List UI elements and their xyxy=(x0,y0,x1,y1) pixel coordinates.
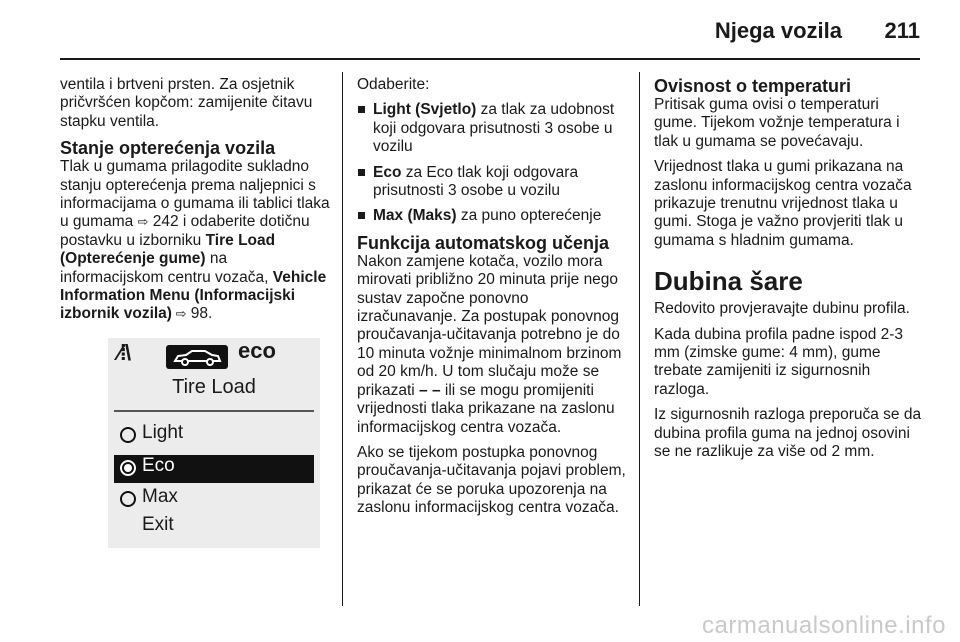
header-rule xyxy=(60,58,920,60)
column-2 xyxy=(357,76,627,525)
column-3 xyxy=(654,76,924,469)
tread-paragraph-2: Kada dubina profila padne ispod 2-3 mm (zimske gume: 4 mm), gume trebate zamijeniti iz sigurnosnih razloga. xyxy=(654,325,904,398)
heading-load-state: Stanje opterećenja vozila xyxy=(60,138,276,159)
option-eco[interactable] xyxy=(114,455,314,483)
tread-paragraph-1: Redovito provjeravajte dubinu profila. xyxy=(654,300,910,318)
option-name: Light (Svjetlo) xyxy=(373,101,477,119)
option-light[interactable] xyxy=(114,422,314,450)
tire-load-display-figure xyxy=(108,338,320,548)
road-lines-icon: ⁄⁞\ xyxy=(118,339,130,365)
menu-tire-load: Tire Load (Opterećenje gume) xyxy=(60,231,276,268)
section-title: Njega vozila xyxy=(714,18,842,43)
option-description: za Eco tlak koji odgovara prisutnosti 3 osobe u vozilu xyxy=(373,163,579,200)
car-icon xyxy=(166,345,228,369)
bullet-square-icon xyxy=(358,106,365,113)
display-title: Tire Load xyxy=(172,375,256,398)
display-status-bar xyxy=(116,337,312,374)
dash-indicator: – – xyxy=(419,381,441,399)
column-divider-1 xyxy=(342,72,343,606)
radio-selected-icon xyxy=(120,460,136,476)
page-header xyxy=(0,0,960,62)
option-name: Max (Maks) xyxy=(373,207,457,225)
heading-tread-depth: Dubina šare xyxy=(654,266,803,297)
column-1 xyxy=(60,76,332,548)
list-item xyxy=(357,164,627,201)
option-exit[interactable]: Exit xyxy=(142,513,174,535)
load-text-b: na informacijskom centru vozača, xyxy=(60,250,273,286)
auto-learning-paragraph-1 xyxy=(357,253,627,437)
option-description: za tlak za udobnost koji odgovara prisutnosti 3 osobe u vozilu xyxy=(373,101,615,156)
temperature-paragraph-1: Pritisak guma ovisi o temperaturi gume. Tijekom vožnje temperatura i tlak u gumama se povećavaju. xyxy=(654,96,900,150)
intro-paragraph: ventila i brtveni prsten. Za osjetnik pričvršćen kopčom: zamijenite čitavu stapku ventila. xyxy=(60,76,313,130)
auto-text-a: Nakon zamjene kotača, vozilo mora mirovati približno 20 minuta prije nego sustav započne ponovno izračunavanje. Za postupak ponovnog proučavanja-učitavanja potrebno je do 10 minuta vožnje minimalnom brzinom od 20 km/h. U tom slučaju može se prikazati xyxy=(357,252,622,399)
list-item xyxy=(357,101,627,156)
option-label: Light xyxy=(142,421,184,443)
menu-vehicle-information: Vehicle Information Menu (Informacijski izbornik vozila) xyxy=(60,268,327,323)
load-state-paragraph xyxy=(60,158,332,324)
load-text-a: Tlak u gumama prilagodite sukladno stanju opterećenja prema naljepnici s informacijama o gumama ili tablici tlaka u gumama xyxy=(60,158,330,231)
heading-auto-learning: Funkcija automatskog učenja xyxy=(357,232,610,253)
watermark: carmanualsonline.info xyxy=(702,612,946,639)
bullet-square-icon xyxy=(358,212,365,219)
auto-text-b: ili se mogu promijeniti vrijednosti tlaka prikazane na zaslonu informacijskog centra vozača. xyxy=(357,381,615,436)
column-divider-2 xyxy=(639,72,640,606)
option-name: Eco xyxy=(373,163,402,181)
temperature-paragraph-2: Vrijednost tlaka u gumi prikazana na zaslonu informacijskog centra vozača prikazuje trenutnu vrijednost tlaka u gumi. Stoga je važno provjeriti tlak u gumama s hladnim gumama. xyxy=(654,158,912,249)
auto-learning-paragraph-2: Ako se tijekom postupka ponovnog proučavanja-učitavanja pojavi problem, prikazat će se poruka upozorenja na zaslonu informacijskog centra vozača. xyxy=(357,443,626,517)
option-label: Max xyxy=(142,485,178,507)
load-ref-2[interactable]: 98. xyxy=(186,305,213,323)
bullet-square-icon xyxy=(358,169,365,176)
display-separator xyxy=(114,410,314,412)
list-item xyxy=(357,207,627,225)
load-options-list xyxy=(357,101,627,225)
heading-temperature: Ovisnost o temperaturi xyxy=(654,76,852,96)
page-number: 211 xyxy=(884,18,920,43)
option-label: Eco xyxy=(142,454,175,476)
radio-unselected-icon xyxy=(120,491,136,507)
eco-logo: eco xyxy=(238,337,276,363)
select-lead: Odaberite: xyxy=(357,76,430,93)
tread-paragraph-3: Iz sigurnosnih razloga preporuča se da dubina profila guma na jednoj osovini se ne razlikuje za više od 2 mm. xyxy=(654,406,922,461)
radio-unselected-icon xyxy=(120,427,136,443)
page-ref-arrow-icon: ⇨ xyxy=(137,214,149,230)
option-description: za puno opterećenje xyxy=(456,207,602,225)
option-max[interactable] xyxy=(114,486,314,514)
page-ref-arrow-icon: ⇨ xyxy=(171,306,187,322)
load-ref-1[interactable]: 242 i odaberite dotičnu postavku u izborniku xyxy=(60,213,310,249)
